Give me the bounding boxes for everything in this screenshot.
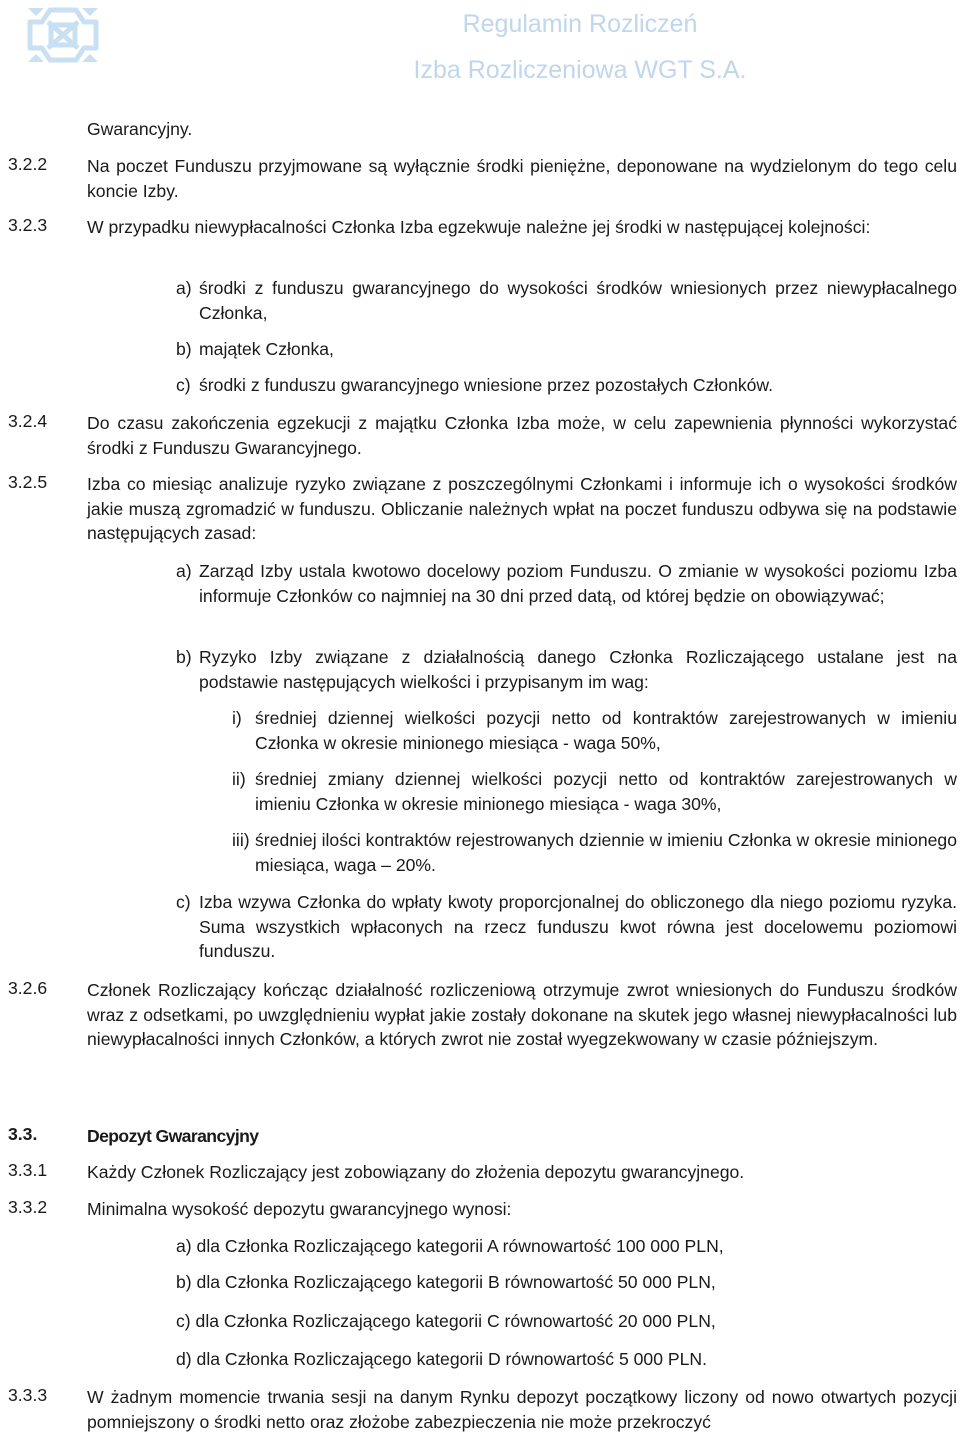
paragraph-text: Do czasu zakończenia egzekucji z majątku Członka Izba może, w celu zapewnienia płynności wykorzystać środki z Funduszu Gwarancyjnego. [87, 413, 957, 458]
list-item-a [176, 276, 957, 325]
paragraph-number: 3.2.6 [8, 978, 48, 998]
header-title: Regulamin Rozliczeń [462, 10, 698, 38]
list-text: środki z funduszu gwarancyjnego wniesione przez pozostałych Członków. [199, 375, 774, 395]
list-label: c) [176, 375, 191, 395]
list-item-c: c) dla Członka Rozliczającego kategorii C równowartość 20 000 PLN, [176, 1311, 716, 1331]
paragraph-text: W żadnym momencie trwania sesji na danym Rynku depozyt początkowy liczony od nowo otwartych pozycji pomniejszony o środki netto oraz złożobe zabezpieczenia nie może przekroczyć [87, 1387, 957, 1432]
paragraph-text: Minimalna wysokość depozytu gwarancyjnego wynosi: [87, 1199, 512, 1219]
paragraph-number: 3.3.2 [8, 1197, 48, 1217]
list-text: środki z funduszu gwarancyjnego do wysokości środków wniesionych przez niewypłacalnego Członka, [199, 278, 957, 323]
list-item-b [176, 337, 957, 362]
list-text: Izba wzywa Członka do wpłaty kwoty proporcjonalnej do obliczonego dla niego poziomu ryzyka. Suma wszystkich wpłaconych na rzecz funduszu kwot równa jest docelowemu poziomowi funduszu. [199, 892, 957, 961]
list-item-c [176, 890, 957, 964]
continuation-text: Gwarancyjny. [87, 119, 193, 139]
list-label: c) [176, 892, 191, 912]
list-item-d: d) dla Członka Rozliczającego kategorii D równowartość 5 000 PLN. [176, 1349, 707, 1369]
section-title: Depozyt Gwarancyjny [87, 1126, 259, 1146]
list-label: ii) [232, 769, 246, 789]
paragraph-number: 3.2.2 [8, 154, 48, 174]
paragraph-text: Na poczet Funduszu przyjmowane są wyłącznie środki pieniężne, deponowane na wydzielonym do tego celu koncie Izby. [87, 156, 957, 201]
list-label: iii) [232, 830, 250, 850]
list-item-ii [232, 767, 957, 816]
paragraph-number: 3.3.3 [8, 1385, 48, 1405]
list-item-iii [232, 828, 957, 877]
section-number: 3.3. [8, 1124, 38, 1144]
paragraph-text: Członek Rozliczający kończąc działalność rozliczeniową otrzymuje zwrot wniesionych do Funduszu środków wraz z odsetkami, po uwzględnieniu wypłat jakie zostały dokonane na skutek jego własnej niewypłacalności lub niewypłacalności innych Członków, a których zwrot nie został wyegzekwowany w czasie późniejszym. [87, 980, 957, 1049]
list-item-b: b) dla Członka Rozliczającego kategorii B równowartość 50 000 PLN, [176, 1272, 716, 1292]
paragraph-text: Każdy Członek Rozliczający jest zobowiązany do złożenia depozytu gwarancyjnego. [87, 1162, 745, 1182]
list-item-a: a) dla Członka Rozliczającego kategorii A równowartość 100 000 PLN, [176, 1236, 724, 1256]
paragraph-number: 3.2.3 [8, 215, 48, 235]
list-label: b) [176, 647, 192, 667]
list-item-a [176, 559, 957, 608]
list-text: Ryzyko Izby związane z działalnością danego Członka Rozliczającego ustalane jest na podstawie następujących wielkości i przypisanym im wag: [199, 647, 957, 692]
list-item-c [176, 373, 957, 398]
paragraph-number: 3.2.5 [8, 472, 48, 492]
header-organization: Izba Rozliczeniowa WGT S.A. [413, 56, 747, 84]
list-text: średniej zmiany dziennej wielkości pozycji netto od kontraktów zarejestrowanych w imieniu Członka w okresie minionego miesiąca - waga 30%, [255, 769, 957, 814]
list-label: b) [176, 339, 192, 359]
list-text: majątek Członka, [199, 339, 334, 359]
list-text: średniej ilości kontraktów rejestrowanych dziennie w imieniu Członka w okresie minionego miesiąca, waga – 20%. [255, 830, 957, 875]
list-label: a) [176, 278, 192, 298]
list-item-i [232, 706, 957, 755]
paragraph-text: Izba co miesiąc analizuje ryzyko związane z poszczególnymi Członkami i informuje ich o wysokości środków jakie muszą zgromadzić w funduszu. Obliczanie należnych wpłat na poczet funduszu odbywa się na podstawie następujących zasad: [87, 474, 957, 543]
company-logo [24, 4, 102, 66]
list-text: Zarząd Izby ustala kwotowo docelowy poziom Funduszu. O zmianie w wysokości poziomu Izba informuje Członków co najmniej na 30 dni przed datą, od której będzie on obowiązywać; [199, 561, 957, 606]
paragraph-text: W przypadku niewypłacalności Członka Izba egzekwuje należne jej środki w następującej kolejności: [87, 217, 871, 237]
list-item-b [176, 645, 957, 694]
list-text: średniej dziennej wielkości pozycji netto od kontraktów zarejestrowanych w imieniu Członka w okresie minionego miesiąca - waga 50%, [255, 708, 957, 753]
list-label: a) [176, 561, 192, 581]
list-label: i) [232, 708, 242, 728]
paragraph-number: 3.2.4 [8, 411, 48, 431]
paragraph-number: 3.3.1 [8, 1160, 48, 1180]
